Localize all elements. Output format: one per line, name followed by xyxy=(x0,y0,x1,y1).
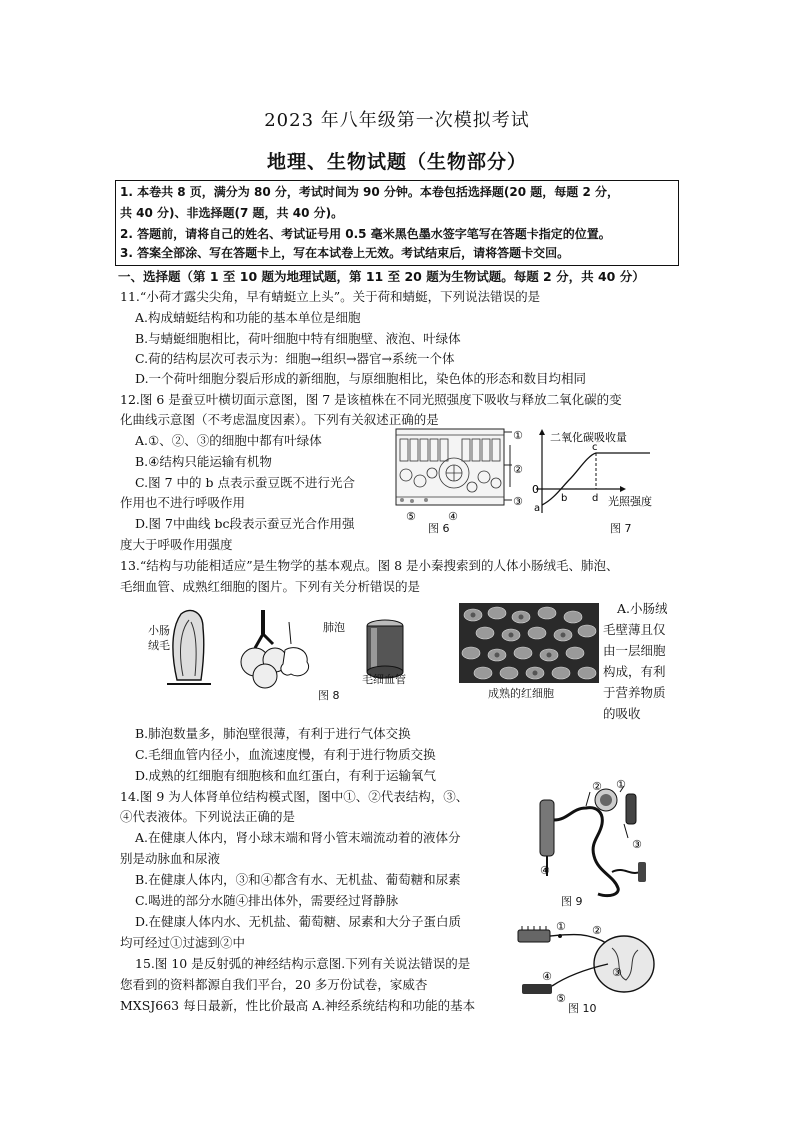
figure-10-reflex-arc xyxy=(512,918,662,1013)
q11-stem: 11.“小荷才露尖尖角，早有蜻蜓立上头”。关于荷和蜻蜓，下列说法错误的是 xyxy=(120,289,541,304)
q14-stem-2: ④代表液体。下列说法正确的是 xyxy=(120,809,296,824)
fig7-point-a: a xyxy=(534,503,541,514)
q12-stem-1: 12.图 6 是蚕豆叶横切面示意图，图 7 是该植株在不同光照强度下吸收与释放二氧化碳的变 xyxy=(120,392,622,407)
fig10-label-1: ① xyxy=(556,920,566,933)
q14-stem-1: 14.图 9 为人体肾单位结构模式图，图中①、②代表结构，③、 xyxy=(120,789,469,804)
fig7-xlabel: 光照强度 xyxy=(608,495,652,508)
exam-title: 2023 年八年级第一次模拟考试 xyxy=(264,110,530,131)
q12-option-c-1: C.图 7 中的 b 点表示蚕豆既不进行光合 xyxy=(135,475,355,490)
q12-stem-2: 化曲线示意图（不考虑温度因素）。下列有关叙述正确的是 xyxy=(120,412,439,427)
q12-option-d-1: D.图 7中曲线 bc段表示蚕豆光合作用强 xyxy=(135,516,355,531)
fig7-point-c: c xyxy=(592,442,598,453)
villus-label-2: 绒毛 xyxy=(148,639,170,652)
q13-option-a-2: 毛壁薄且仅 xyxy=(603,622,666,637)
q13-option-b: B.肺泡数量多，肺泡壁很薄，有利于进行气体交换 xyxy=(135,726,411,741)
fig6-label-2: ② xyxy=(513,463,523,476)
notice-line-2: 共 40 分)、非选择题(7 题，共 40 分)。 xyxy=(120,206,344,220)
fig6-label-4: ④ xyxy=(448,510,458,523)
q11-option-d: D.一个荷叶细胞分裂后形成的新细胞，与原细胞相比，染色体的形态和数目均相同 xyxy=(135,371,587,386)
fig7-ylabel: 二氧化碳吸收量 xyxy=(550,431,627,444)
q11-option-b: B.与蜻蜓细胞相比，荷叶细胞中特有细胞壁、液泡、叶绿体 xyxy=(135,331,461,346)
figure-8-caption: 图 8 xyxy=(318,689,340,702)
q14-option-b: B.在健康人体内，③和④都含有水、无机盐、葡萄糖和尿素 xyxy=(135,872,461,887)
q13-stem-2: 毛细血管、成熟红细胞的图片。下列有关分析错误的是 xyxy=(120,579,421,594)
red-blood-cells-image xyxy=(459,603,599,683)
q14-option-d-2: 均可经过①过滤到②中 xyxy=(120,935,246,950)
notice-line-1: 1. 本卷共 8 页，满分为 80 分，考试时间为 90 分钟。本卷包括选择题(20 题，每题 2 分， xyxy=(120,185,619,199)
fig9-label-3: ③ xyxy=(632,838,642,851)
q12-option-a: A.①、②、③的细胞中都有叶绿体 xyxy=(135,433,322,448)
q11-option-a: A.构成蜻蜓结构和功能的基本单位是细胞 xyxy=(135,310,361,325)
fig10-label-4: ④ xyxy=(542,970,552,983)
notice-box xyxy=(115,180,679,266)
notice-line-4: 3. 答案全部涂、写在答题卡上，写在本试卷上无效。考试结束后，请将答题卡交回。 xyxy=(120,246,570,260)
fig9-label-2: ② xyxy=(592,780,602,793)
q12-option-b: B.④结构只能运输有机物 xyxy=(135,454,272,469)
fig10-label-2: ② xyxy=(592,924,602,937)
q14-option-a-1: A.在健康人体内，肾小球末端和肾小管末端流动着的液体分 xyxy=(135,830,461,845)
q15-ad-line-2: MXSJ663 每日最新，性比价最高 A.神经系统结构和功能的基本 xyxy=(120,998,476,1013)
q11-option-c: C.荷的结构层次可表示为：细胞→组织→器官→系统一个体 xyxy=(135,351,455,366)
figure-7-co2-curve xyxy=(528,425,668,525)
q12-option-c-2: 作用也不进行呼吸作用 xyxy=(120,495,246,510)
section-title: 一、选择题（第 1 至 10 题为地理试题，第 11 至 20 题为生物试题。每题 2 分，共 40 分） xyxy=(118,269,645,284)
q14-option-d-1: D.在健康人体内水、无机盐、葡萄糖、尿素和大分子蛋白质 xyxy=(135,914,462,929)
q14-option-c: C.喝进的部分水随④排出体外，需要经过肾静脉 xyxy=(135,893,399,908)
fig7-point-d: d xyxy=(592,493,599,504)
q13-option-c: C.毛细血管内径小，血流速度慢，有利于进行物质交换 xyxy=(135,747,436,762)
fig10-label-5: ⑤ xyxy=(556,992,566,1005)
q13-stem-1: 13.“结构与功能相适应”是生物学的基本观点。图 8 是小秦搜索到的人体小肠绒毛、肺泡、 xyxy=(120,558,619,573)
fig6-label-3: ③ xyxy=(513,495,523,508)
intestinal-villus-image xyxy=(167,610,211,684)
q13-option-a-5: 于营养物质 xyxy=(603,685,666,700)
fig6-label-1: ① xyxy=(513,429,523,442)
villus-label-1: 小肠 xyxy=(148,624,170,637)
fig9-label-1: ① xyxy=(616,778,626,791)
figure-9-nephron xyxy=(528,776,668,906)
alveolus-label: 肺泡 xyxy=(323,621,345,634)
figure-8-images xyxy=(145,604,455,700)
q13-option-a-6: 的吸收 xyxy=(603,706,641,721)
figure-6-leaf-section xyxy=(392,425,532,525)
fig9-label-4: ④ xyxy=(540,864,550,877)
q13-option-a-1: A.小肠绒 xyxy=(617,601,668,616)
figure-10-caption: 图 10 xyxy=(568,1002,597,1015)
fig7-origin: 0 xyxy=(532,483,539,496)
alveolus-image xyxy=(241,610,309,688)
q13-option-d: D.成熟的红细胞有细胞核和血红蛋白，有利于运输氧气 xyxy=(135,768,437,783)
notice-line-3: 2. 答题前，请将自己的姓名、考试证号用 0.5 毫米黑色墨水签字笔写在答题卡指定的位置。 xyxy=(120,227,611,241)
q12-option-d-2: 度大于呼吸作用强度 xyxy=(120,537,233,552)
capillary-label: 毛细血管 xyxy=(362,673,406,686)
q15-ad-line-1: 您看到的资料都源自我们平台，20 多万份试卷，家威杏 xyxy=(120,977,428,992)
q13-option-a-4: 构成，有利 xyxy=(603,664,666,679)
rbc-label: 成熟的红细胞 xyxy=(488,687,554,700)
figure-6-caption: 图 6 xyxy=(428,522,450,535)
fig7-point-b: b xyxy=(561,493,568,504)
capillary-image xyxy=(367,620,403,678)
fig6-label-5: ⑤ xyxy=(406,510,416,523)
figure-7-caption: 图 7 xyxy=(610,522,632,535)
paper-title: 地理、生物试题（生物部分） xyxy=(266,151,527,173)
q15-stem-1: 15.图 10 是反射弧的神经结构示意图.下列有关说法错误的是 xyxy=(135,956,471,971)
q14-option-a-2: 别是动脉血和尿液 xyxy=(120,851,221,866)
fig10-label-3: ③ xyxy=(612,966,622,979)
figure-9-caption: 图 9 xyxy=(561,895,583,908)
q13-option-a-3: 由一层细胞 xyxy=(603,643,666,658)
